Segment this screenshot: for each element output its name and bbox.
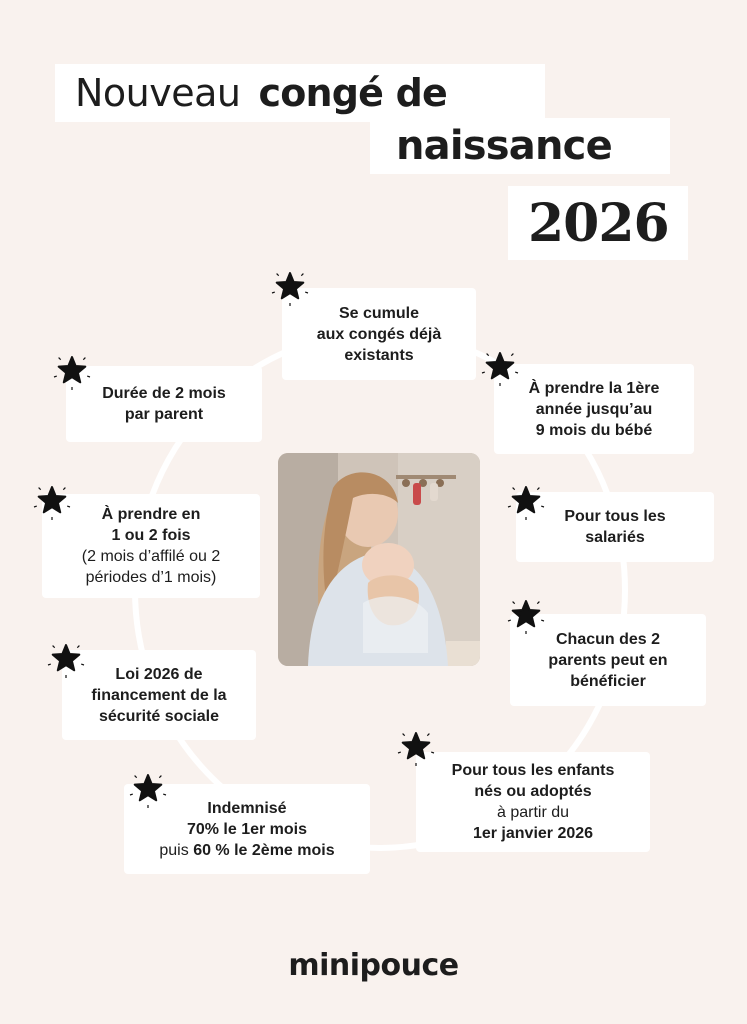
photo-illustration <box>278 453 480 666</box>
card-line <box>339 303 419 324</box>
card-loi-2026 <box>62 650 256 740</box>
star-icon <box>506 594 546 634</box>
card-line-text: À prendre en <box>101 506 201 523</box>
card-line-text: salariés <box>585 529 645 546</box>
card-duree <box>66 366 262 442</box>
card-line-text: 1er janvier 2026 <box>472 825 594 842</box>
star-icon <box>52 350 92 390</box>
card-line-text: À prendre la 1ère <box>528 379 660 397</box>
card-line <box>159 840 334 861</box>
card-line-text: Indemnisé <box>207 799 287 817</box>
card-line-text: Se cumule <box>338 304 420 322</box>
card-line-text: Loi 2026 de <box>115 665 203 683</box>
card-line <box>317 324 442 345</box>
card-line <box>452 760 615 781</box>
card-line <box>111 525 190 546</box>
card-line <box>529 378 660 399</box>
card-line <box>556 629 660 650</box>
mother-baby-photo <box>278 453 480 666</box>
star-icon <box>46 638 86 678</box>
card-line-text: Pour tous les <box>564 508 666 525</box>
star-icon <box>32 480 72 520</box>
card-line-text: puis <box>159 841 189 859</box>
card-line <box>344 345 413 366</box>
card-line-text: périodes d’1 mois) <box>85 569 217 586</box>
card-line-text: nés ou adoptés <box>474 783 592 800</box>
card-line <box>473 823 593 844</box>
card-line <box>536 399 652 420</box>
star-icon <box>128 768 168 808</box>
card-line-text: financement de la <box>91 686 227 704</box>
card-line <box>474 781 591 802</box>
card-line <box>497 802 569 823</box>
star-icon <box>506 480 546 520</box>
card-line <box>91 685 226 706</box>
brand-logo: minipouce <box>288 948 459 983</box>
card-line <box>102 504 201 525</box>
card-line-text: par parent <box>124 406 204 423</box>
card-tous-enfants <box>416 752 650 852</box>
card-line-text: sécurité sociale <box>98 707 220 725</box>
card-line-emphasis: 60 % le 2ème mois <box>193 841 335 859</box>
card-line-text: Pour tous les enfants <box>451 762 615 779</box>
card-line <box>585 527 645 548</box>
title-bold-words: congé de <box>258 71 447 115</box>
card-line-text: aux congés déjà <box>316 325 442 343</box>
card-line-text: année jusqu’au <box>535 400 653 418</box>
card-line <box>548 650 667 671</box>
title-year: 2026 <box>528 192 669 254</box>
card-line-text: 1 ou 2 fois <box>111 527 191 544</box>
card-line <box>102 383 226 404</box>
title-light-word: Nouveau <box>75 71 241 115</box>
star-icon <box>480 346 520 386</box>
card-line <box>207 798 286 819</box>
card-prendre-1ere-annee <box>494 364 694 454</box>
card-cumul <box>282 288 476 380</box>
card-line-text: Durée de 2 mois <box>102 385 226 402</box>
card-line <box>115 664 202 685</box>
card-line <box>536 420 652 441</box>
card-line-text: parents peut en <box>548 651 668 669</box>
card-line <box>570 671 646 692</box>
card-line-text: 9 mois du bébé <box>535 421 653 439</box>
card-line <box>82 546 220 567</box>
card-line <box>86 567 217 588</box>
card-line <box>564 506 665 527</box>
card-line-text: 70% le 1er mois <box>186 820 308 838</box>
title-naissance: naissance <box>396 123 612 169</box>
card-line <box>99 706 219 727</box>
card-line-text: (2 mois d’affilé ou 2 <box>81 548 221 565</box>
card-line-text: bénéficier <box>570 672 646 690</box>
card-line-text: Chacun des 2 <box>555 630 661 648</box>
star-icon <box>270 266 310 306</box>
card-line <box>125 404 203 425</box>
card-prendre-1-ou-2 <box>42 494 260 598</box>
card-line <box>187 819 307 840</box>
card-line-text: existants <box>344 346 414 364</box>
card-line-text: à partir du <box>496 804 570 821</box>
star-icon <box>396 726 436 766</box>
